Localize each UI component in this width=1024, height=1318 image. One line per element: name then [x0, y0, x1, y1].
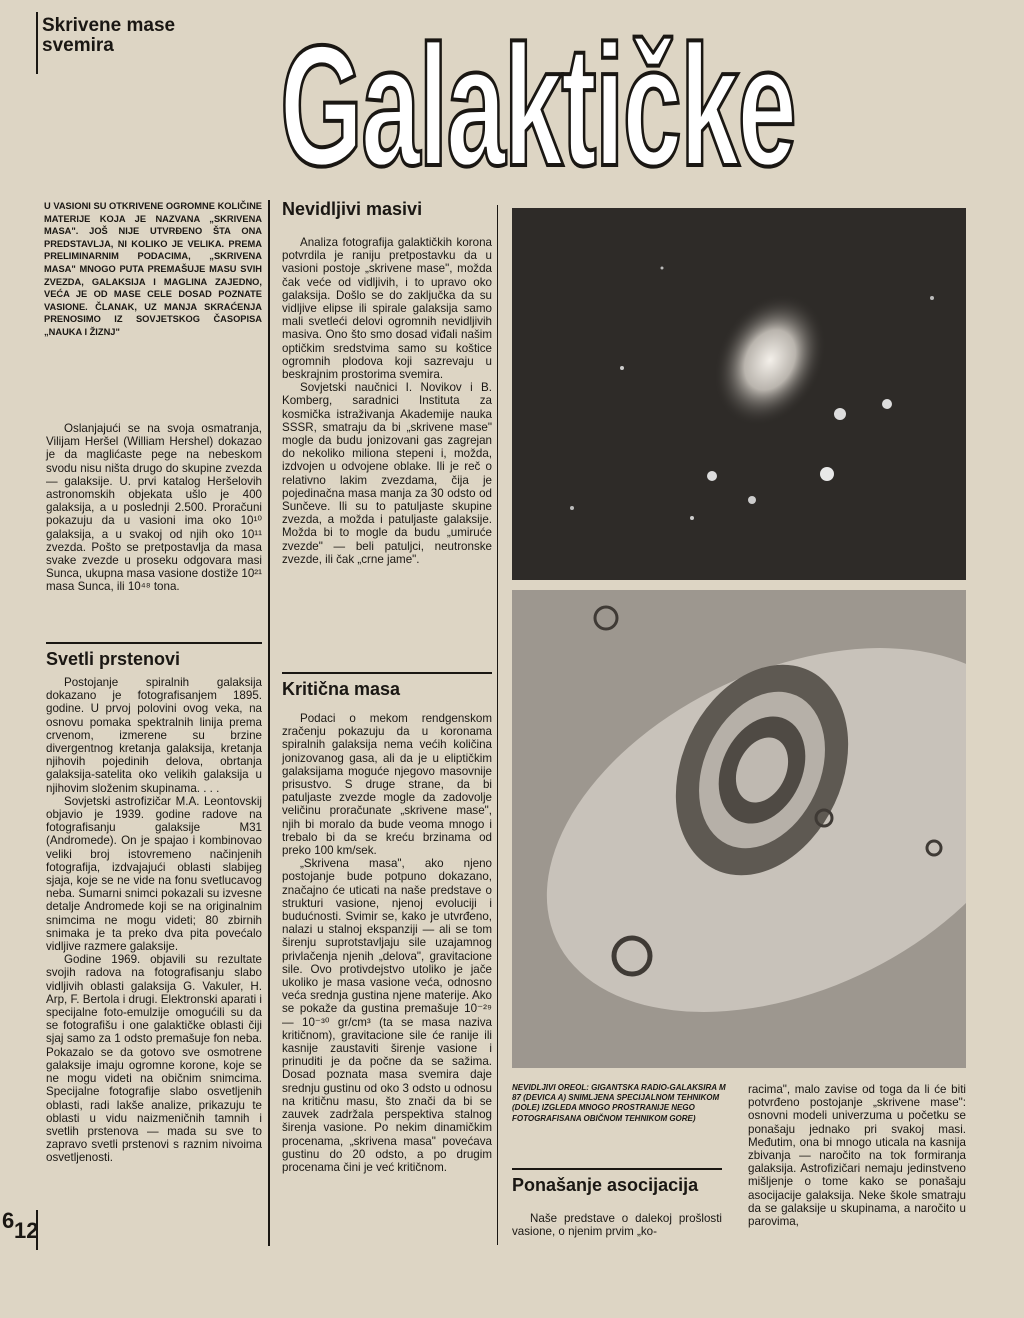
heading-svetli-prstenovi: Svetli prstenovi [46, 642, 262, 670]
kicker-title: Skrivene mase svemira [42, 15, 176, 56]
col1-paragraph-4: Godine 1969. objavili su rezultate svojih radova na fotografisanju slabo vidljivih oblasti galaksija G. Vakuler, H. Arp, F. Bertola i drugi. Elektronski aparati i specijalne foto-emulzije omogućili su da se fotografišu i one galaktičke oblasti čiji sjaj samo za 1 odsto premašuje fon neba. Pokazalo se da gotovo sve osmotrene galaksije imaju ogromne korone, koje se ne mogu videti na običnim snimcima. Specijalne fotografije slabo osvetljenih oblasti, radi lakše analize, prikazuju te oblasti u vidu naizmeničnih tamnih i svetlih prstenova — mada su sve to zapravo svetli prstenovi s raznim nivoima osvetljenosti. [46, 953, 262, 1165]
column-2 [282, 236, 492, 566]
column-3 [512, 1212, 722, 1238]
page-edge-mark: 6 [2, 1208, 15, 1233]
col1-paragraph-3: Sovjetski astrofizičar M.A. Leontovskij objavio je 1939. godine radove na fotografisanju galaksije M31 (Andromede). On je spajao i kombinovao veliki broj istovremeno načinjenih fotografija, izdvajajući oblasti slabijeg sjaja, koje se ne vide na fonu svetlucavog neba. Sumarni snimci pokazali su izvesne detalje Andromede koji se na originalnim snimcima ne mogu videti; 80 zbirnih snimaka je ta preko dva pita povećalo vidljive razmere galaksije. [46, 794, 262, 954]
col2-paragraph-2: Sovjetski naučnici I. Novikov i B. Komberg, saradnici Instituta za kosmička istraživanja Akademije nauka SSSR, smatraju da bi „skrivene mase" mogle da budu jonizovani gas zagrejan do nekoliko miliona stepeni i, možda, izdvojen u odvojene oblake. Ili je reč o relativno lakim zvezdama, čija je pojedinačna masa manja za 30 odsto od Sunčeve. Ili su to patuljaste skupine zvezda, a možda i patuljaste galaksije. Možda bi to mogle da budu „umiruće zvezde" — beli patuljci, neutronske zvezde, ili čak „crne jame". [282, 381, 492, 566]
heading-nevidljivi-masivi: Nevidljivi masivi [282, 199, 423, 219]
column-1b [46, 676, 262, 1165]
galaxy-photo-bottom [512, 590, 966, 1068]
column-rule-2 [497, 205, 498, 1245]
galaxy-isophote-image [512, 590, 966, 1068]
galaxy-normal-image [512, 208, 966, 580]
headline: Galaktičke [280, 10, 795, 202]
col2-paragraph-4: „Skrivena masa", ako njeno postojanje bude potpuno dokazano, značajno će uticati na naše predstave o strukturi vasione, njenoj evoluciji i budućnosti. Svimir se, kako je utvrđeno, nalazi u stalnoj ekspanziji — ali se tom širenju suprotstavljaju sile uzajamnog privlačenja njenih „delova", gravitacione sile. Ovo protivdejstvo utoliko je jače ukoliko je masa vasione veća, odnosno veća srednja gustina njene materije. Ako se pokaže da gustina premašuje 10⁻²⁹ — 10⁻³⁰ gr/cm³ (ta se masa naziva kritičnom), gravitacione sile će ranije ili kasnije zaustaviti širenje vasione i prinuditi je da počne da se sažima. Dosad poznata masa svemira daje srednju gustinu od oko 3 odsto u odnosu na kritičnu masu, što znači da bi se zauvek zadržala perspektiva stalnog širenja vasione. Po nekim dinamičkim procenama, „skrivena masa" povećava gustinu do 20 odsto, a po drugim procenama čini je već kritičnom. [282, 857, 492, 1174]
col3-paragraph-1: Naše predstave o dalekoj prošlosti vasione, o njenim prvim „ko- [512, 1212, 722, 1239]
page-number: 12 [14, 1218, 39, 1243]
col2-paragraph-3: Podaci o mekom rendgenskom zračenju pokazuju da u koronama spiralnih galaksija nema većih količina jonizovanog gasa, ali da je u eliptičkim galaksijama moguće njegovo masovnije prisustvo. S druge strane, da bi patuljaste zvezde mogle da zadovolje veličinu proračunate „skrivene mase", njih bi moralo da bude veoma mnogo i trebalo bi da se kreću brzinama od preko 100 km/sek. [282, 712, 492, 858]
column-4 [748, 1083, 966, 1228]
heading-kriticna-masa: Kritična masa [282, 672, 492, 700]
col1-paragraph-2: Postojanje spiralnih galaksija dokazano je fotografisanjem 1895. godine. U prvoj polovini ovog veka, na osnovu pomaka spektralnih linija prema crvenom, izmerene su brzine divergentnog kretanja galaksija, kretanja njihovih pojedinih delova, obrtanja galaksija-satelita oko velikih galaksija u njihovim složenim skupinama. . . . [46, 676, 262, 795]
galaxy-photo-top [512, 208, 966, 580]
photo-caption: NEVIDLJIVI OREOL: GIGANTSKA RADIO-GALAKSIRA M 87 (DEVICA A) SNIMLJENA SPECIJALNOM TEHNIKOM (DOLE) IZGLEDA MNOGO PROSTRANIJE NEGO FOTOGRAFISANA OBIČNOM TEHNIKOM GORE) [512, 1083, 726, 1123]
column-1 [46, 422, 262, 594]
heading-ponasanje-asocijacija: Ponašanje asocijacija [512, 1168, 722, 1196]
column-rule-left [36, 12, 38, 74]
col2-paragraph-1: Analiza fotografija galaktičkih korona potvrdila je raniju pretpostavku da u vasioni postoje „skrivene mase", možda čak veće od vidljivih, i to upravo oko galaksija. Došlo se do zaključka da su vidljive elipse ili spirale galaksija samo mali svetleći delovi ogromnih nevidljivih masiva. Ono što smo dosad viđali našim optičkim sredstvima samo su koštice ogromnih plodova koji sazrevaju u beskrajnim prostorima svemira. [282, 236, 492, 382]
col1-paragraph-1: Oslanjajući se na svoja osmatranja, Vilijam Heršel (William Hershel) dokazao je da maglićaste pege na nebeskom svodu nisu ništa drugo do skupine zvezda — galaksije. U. prvi katalog Heršelovih astronomskih objekata ušlo je 400 galaksija, a u poslednji 2.500. Proračuni pokazuju da u vasioni ima oko 10¹⁰ galaksija, a u svakoj od njih oko 10¹¹ zvezda. Pošto se pretpostavlja da masa svake zvezde u proseku odgovara masi Sunca, ukupna masa vasione dostiže 10²¹ masa Sunca, ili 10⁴⁸ tona. [46, 422, 262, 594]
col4-paragraph-1: racima", malo zavise od toga da li će biti potvrđeno postojanje „skrivene mase": osnovni modeli univerzuma u početku se ponašaju jednako pri svakoj masi. Međutim, ona bi mnogo uticala na kasnija zbivanja — naročito na tok formiranja galaksija. Astrofizičari nemaju jedinstveno mišljenje o tome kako se ponašaju asocijacije galaksija. Neke škole smatraju da se galaksije u skupinama, a naročito u parovima, [748, 1083, 966, 1229]
lead-paragraph: U VASIONI SU OTKRIVENE OGROMNE KOLIČINE MATERIJE KOJA JE NAZVANA „SKRIVENA MASA". JOŠ NIJE UTVRĐENO ŠTA ONA PREDSTAVLJA, NI KOLIKO JE VELIKA. PREMA PRELIMINARNIM PODACIMA, „SKRIVENA MASA" MNOGO PUTA PREMAŠUJE MASU SVIH ZVEZDA, GALAKSIJA I MAGLINA ZAJEDNO, VEĆA JE OD MASE CELE DOSAD POZNATE VASIONE. ČLANAK, UZ MANJA SKRAĆENJA PRENOSIMO IZ SOVJETSKOG ČASOPISA „NAUKA I ŽIZNJ" [44, 201, 262, 337]
column-2b [282, 712, 492, 1174]
column-rule-1 [268, 200, 270, 1246]
